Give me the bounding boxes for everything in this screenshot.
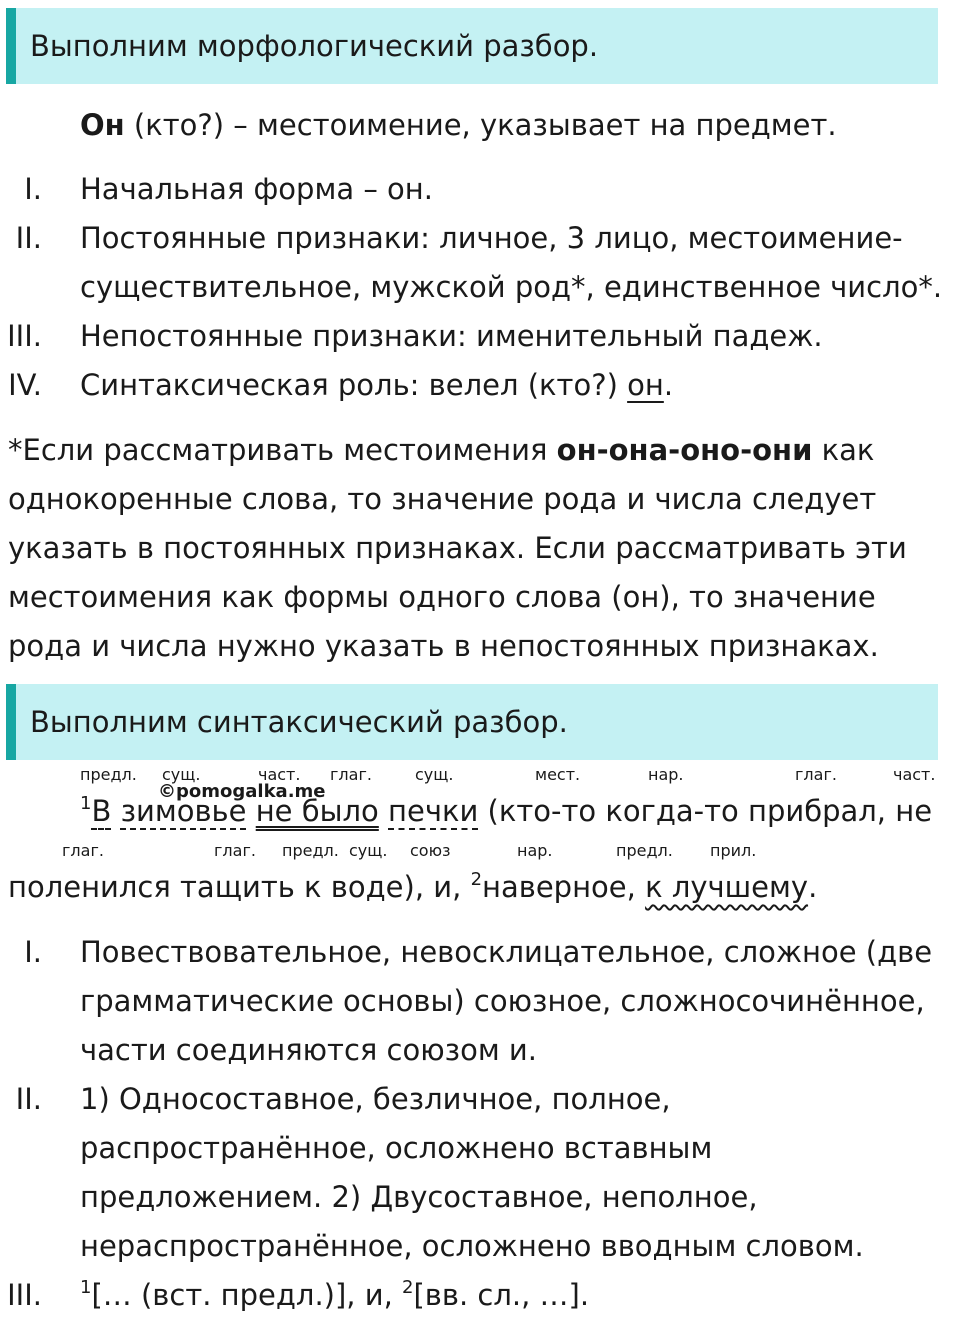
word-k-luchshemu: к лучшему xyxy=(645,870,809,904)
clause-number: 2 xyxy=(402,1277,414,1298)
period: . xyxy=(663,368,674,402)
pos-label: част. xyxy=(258,765,301,784)
list-item-text: предложением. 2) Двусоставное, неполное, xyxy=(80,1180,758,1214)
note-line: однокоренные слова, то значение рода и числа следует xyxy=(8,482,877,516)
word-v: В xyxy=(91,794,112,828)
list-number: II. xyxy=(15,1082,42,1116)
sentence-text: наверное, xyxy=(482,870,646,904)
scheme-line xyxy=(80,1271,589,1320)
sentence-rest: (кто-то когда-то прибрал, не xyxy=(478,794,933,828)
note-line: рода и числа нужно указать в непостоянных признаках. xyxy=(8,629,879,663)
intro-line xyxy=(80,101,837,150)
clause-number: 1 xyxy=(80,1277,92,1298)
pos-label: сущ. xyxy=(162,765,201,784)
pos-label: предл. xyxy=(282,841,339,860)
list-item-text: распространённое, осложнено вставным xyxy=(80,1131,713,1165)
watermark: ©pomogalka.me xyxy=(158,781,326,802)
list-number: IV. xyxy=(8,368,42,402)
pos-label: сущ. xyxy=(415,765,454,784)
section-header-morphology: Выполним морфологический разбор. xyxy=(6,8,938,84)
pos-label: предл. xyxy=(616,841,673,860)
pos-label: мест. xyxy=(535,765,581,784)
intro-rest: (кто?) – местоимение, указывает на предмет. xyxy=(124,108,837,142)
predicate-ne-bylo: не было xyxy=(255,794,379,828)
pos-label: глаг. xyxy=(62,841,104,860)
pos-label: сущ. xyxy=(349,841,388,860)
sentence-line-2 xyxy=(8,863,817,912)
section-header-syntax: Выполним синтаксический разбор. xyxy=(6,684,938,760)
list-item-text: нераспространённое, осложнено вводным словом. xyxy=(80,1229,864,1263)
note-text: *Если рассматривать местоимения xyxy=(8,433,557,467)
list-item-text: 1) Односоставное, безличное, полное, xyxy=(80,1082,671,1116)
list-item-text: грамматические основы) союзное, сложносочинённое, xyxy=(80,984,925,1018)
pos-label: глаг. xyxy=(214,841,256,860)
pos-label: глаг. xyxy=(795,765,837,784)
pos-label: глаг. xyxy=(330,765,372,784)
word-zimovye: зимовье xyxy=(120,794,247,828)
list-number: I. xyxy=(24,172,42,206)
list-item-text: Начальная форма – он. xyxy=(80,172,433,206)
list-number: III. xyxy=(7,1278,42,1312)
pos-label: нар. xyxy=(517,841,553,860)
list-number: II. xyxy=(15,221,42,255)
pos-label: част. xyxy=(893,765,936,784)
sentence-text: поленился тащить к воде), и, xyxy=(8,870,471,904)
list-item-text: Повествовательное, невосклицательное, сложное (две xyxy=(80,935,933,969)
pos-label: союз xyxy=(410,841,451,860)
word-pechki: печки xyxy=(388,794,479,828)
pos-label: нар. xyxy=(648,765,684,784)
list-item-text: Постоянные признаки: личное, 3 лицо, местоимение- xyxy=(80,221,903,255)
list-item-text: части соединяются союзом и. xyxy=(80,1033,537,1067)
clause-number: 1 xyxy=(80,793,92,814)
pos-label: прил. xyxy=(710,841,757,860)
subject-underlined: он xyxy=(627,368,664,402)
period: . xyxy=(808,870,818,904)
scheme-text: [… (вст. предл.)], и, xyxy=(91,1278,403,1312)
list-item-text: существительное, мужской род*, единственное число*. xyxy=(80,270,943,304)
clause-number: 2 xyxy=(470,869,483,890)
list-number: III. xyxy=(7,319,42,353)
pos-label: предл. xyxy=(80,765,137,784)
note-bold: он-она-оно-они xyxy=(556,433,813,467)
list-item-text: Непостоянные признаки: именительный падеж. xyxy=(80,319,823,353)
note-line xyxy=(8,426,874,475)
list-item-text xyxy=(80,361,673,410)
intro-word: Он xyxy=(80,108,125,142)
note-text: как xyxy=(812,433,875,467)
note-line: указать в постоянных признаках. Если рассматривать эти xyxy=(8,531,907,565)
scheme-text: [вв. сл., …]. xyxy=(413,1278,590,1312)
list-number: I. xyxy=(24,935,42,969)
syntax-role-text: Синтаксическая роль: велел (кто?) xyxy=(80,368,628,402)
note-line: местоимения как формы одного слова (он), то значение xyxy=(8,580,876,614)
sentence-line-1 xyxy=(80,787,932,836)
